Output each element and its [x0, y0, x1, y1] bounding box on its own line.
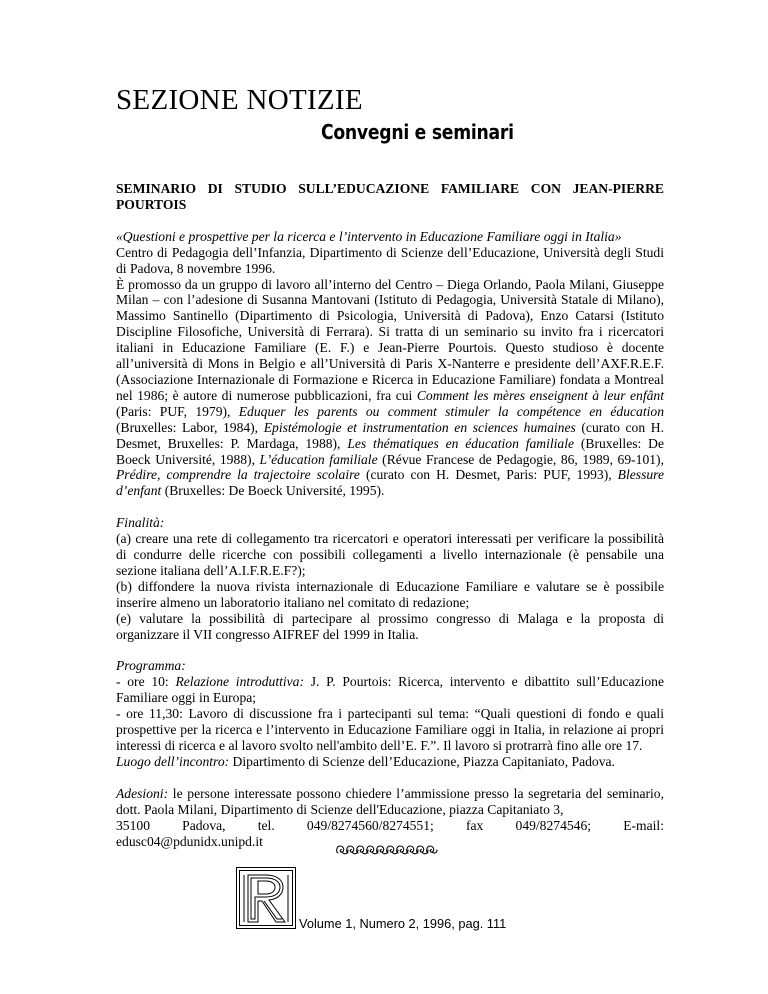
section-title: SEZIONE NOTIZIE — [116, 84, 363, 116]
finalita-section — [116, 515, 664, 642]
meeting-location: Luogo dell’incontro: Dipartimento di Scienze dell’Educazione, Piazza Capitaniato, Padova. — [116, 753, 615, 769]
publication-title: Epistémologie et instrumentation en sciences humaines — [263, 419, 576, 435]
article — [116, 181, 664, 865]
publication-title: L’éducation familiale — [259, 451, 378, 467]
finalita-item: (b) diffondere la nuova rivista internazionale di Educazione Familiare e valutare se è possibile inserire almeno un laboratorio italiano nel comitato di redazione; — [116, 578, 664, 610]
article-heading: SEMINARIO DI STUDIO SULL’EDUCAZIONE FAMILIARE CON JEAN-PIERRE POURTOIS — [116, 181, 664, 212]
ornament-divider-icon — [335, 841, 439, 857]
finalita-item: (e) valutare la possibilità di partecipare al prossimo congresso di Malaga e la proposta di organizzare il VII congresso AIFREF del 1999 in Italia. — [116, 610, 664, 642]
intro-text: È promosso da un gruppo di lavoro all’interno del Centro – Diega Orlando, Paola Milani, Giuseppe Milan – con l’adesione di Susanna Mantovani (Istituto di Pedagogia, Università Statale di Milano), Massimo Santinello (Dipartimento di Psicologia, Università di Padova), Enzo Catarsi (Istituto Discipline Filosofiche, Università di Ferrara). Si tratta di un seminario su invito fra i ricercatori italiani in Educazione Familiare (E. F.) e Jean-Pierre Pourtois. Questo studioso è docente all’università di Mons in Belgio e all’Università di Paris X-Nanterre e presidente dell’AXF.R.E.F. (Associazione Internazionale di Formazione e Ricerca in Educazione Familiare) fondata a Montreal nel 1986; è autore di numerose pubblicazioni, fra cui Comment les mères enseignent à leur enfânt (Paris: PUF, 1979), Eduquer les parents ou comment stimuler la compétence en éducation (Bruxelles: Labor, 1984), Epistémologie et instrumentation en sciences humaines (curato con H. Desmet, Bruxelles: P. Mardaga, 1988), Les thématiques en éducation familiale (Bruxelles: De Boeck Université, 1988), L’éducation familiale (Révue Francese de Pedagogie, 86, 1989, 69-101), Prédire, comprendre la trajectoire scolaire (curato con H. Desmet, Paris: PUF, 1993), Blessure d’enfant (Bruxelles: De Boeck Université, 1995). — [116, 276, 664, 499]
publication-title: Comment les mères enseignent à leur enfânt — [416, 387, 664, 403]
contact-line: 35100 Padova, tel. 049/8274560/8274551; fax 049/8274546; E-mail: — [116, 817, 664, 833]
finalita-item: (a) creare una rete di collegamento tra ricercatori e operatori interessati per verificare la possibilità di condurre delle ricerche con possibili collegamenti a livello internazionale (è pensabile una sezione italiana dell’A.I.F.R.E.F?); — [116, 531, 664, 578]
programma-item: - ore 10: Relazione introduttiva: J. P. Pourtois: Ricerca, intervento e dibattito sull’Educazione Familiare oggi in Europa; — [116, 674, 665, 706]
programma-section — [116, 658, 664, 769]
finalita-label: Finalità: — [116, 515, 165, 531]
adesioni-text: Adesioni: le persone interessate possono chiedere l’ammissione presso la segretaria del seminario, dott. Paola Milani, Dipartimento di Scienze dell'Educazione, piazza Capitaniato 3, — [116, 785, 664, 817]
adesioni-section — [116, 786, 664, 850]
publication-title: Blessure d’enfant — [116, 467, 664, 499]
publication-title: Les thématiques en éducation familiale — [347, 435, 575, 451]
venue-date: Centro di Pedagogia dell’Infanzia, Dipartimento di Scienze dell’Educazione, Università degli Studi di Padova, 8 novembre 1996. — [116, 244, 664, 276]
contact-email: edusc04@pdunidx.unipd.it — [116, 833, 263, 849]
journal-logo-icon — [236, 867, 296, 929]
footer-citation: Volume 1, Numero 2, 1996, pag. 111 — [299, 916, 507, 931]
publication-title: Prédire, comprendre la trajectoire scolaire — [116, 467, 360, 483]
programma-item: - ore 11,30: Lavoro di discussione fra i partecipanti sul tema: “Quali questioni di fondo e quali prospettive per la ricerca e l’intervento in Educazione Familiare oggi in Italia, in relazione ai propri interessi di ricerca e al lavoro svolto nell'ambito dell’E. F.”. Il lavoro si protrarrà fino alle ore 17. — [116, 706, 664, 753]
subsection-title: Convegni e seminari — [321, 120, 514, 144]
programma-label: Programma: — [116, 658, 186, 674]
intro-paragraph — [116, 229, 664, 499]
event-title: «Questioni e prospettive per la ricerca e l’intervento in Educazione Familiare oggi in Italia» — [116, 228, 622, 244]
publication-title: Eduquer les parents ou comment stimuler la compétence en éducation — [238, 403, 664, 419]
